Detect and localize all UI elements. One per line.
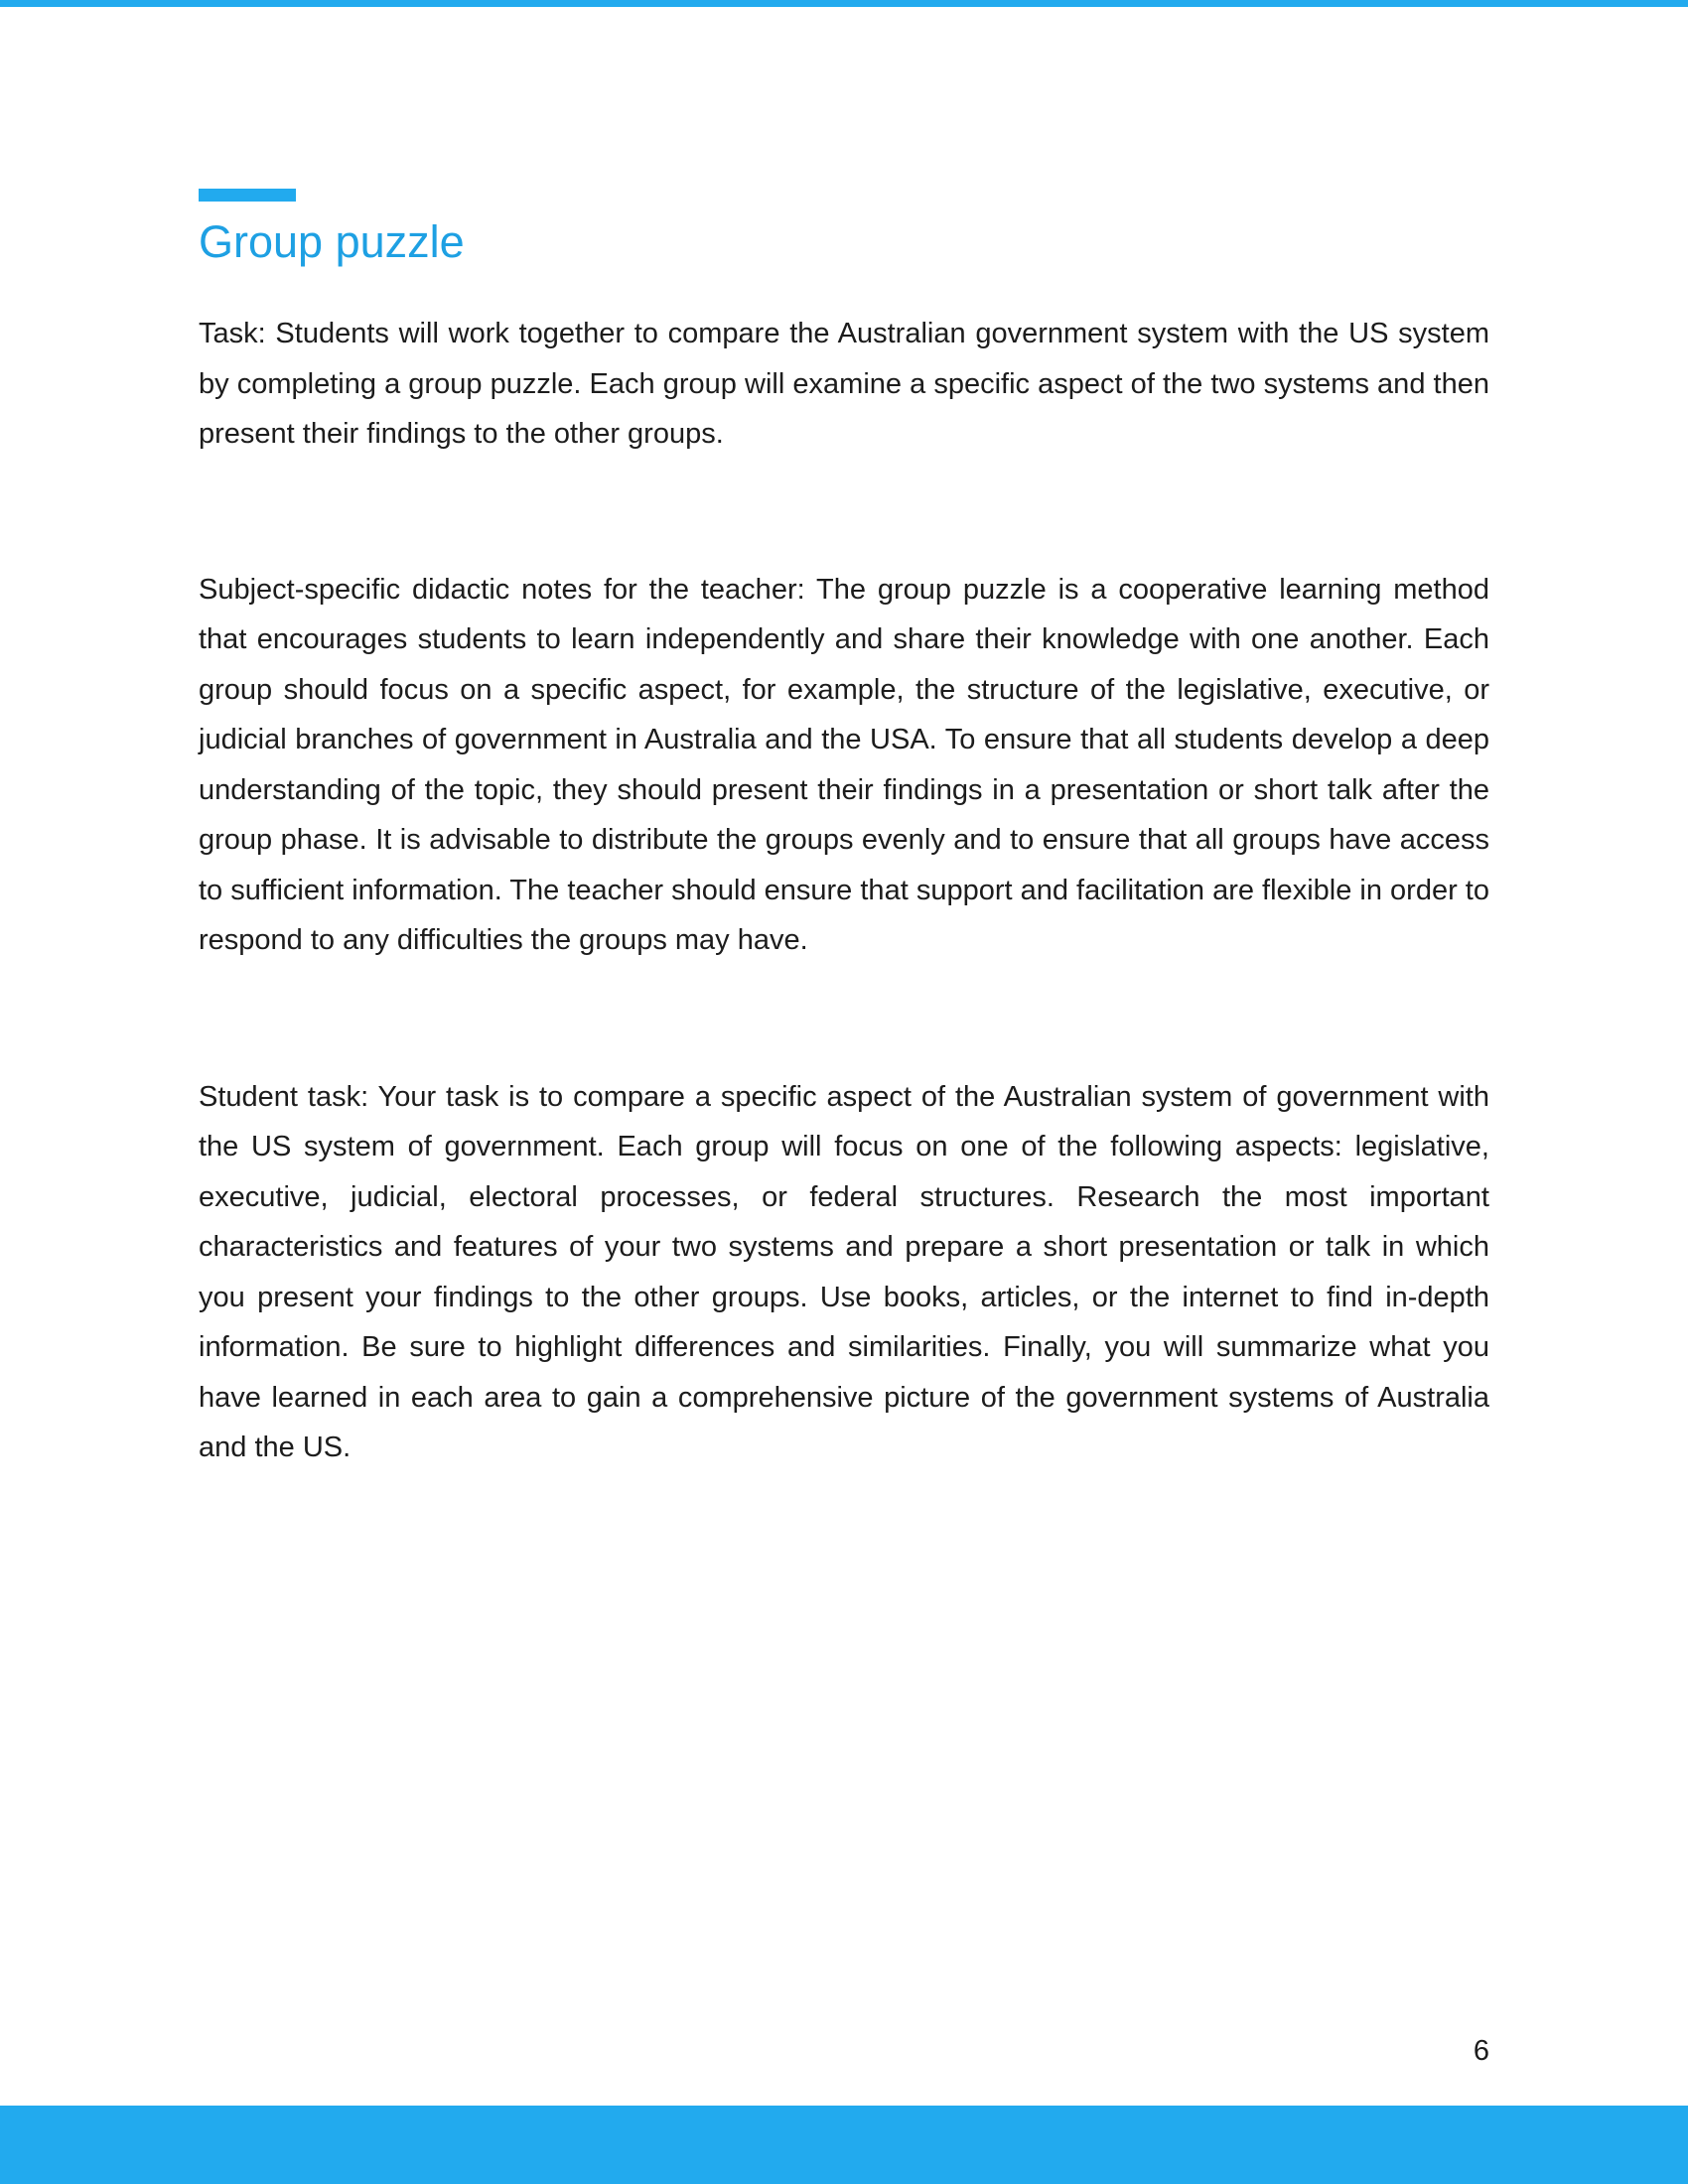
page-content bbox=[199, 189, 1489, 1473]
top-accent-rule bbox=[0, 0, 1688, 7]
footer-band bbox=[0, 2106, 1688, 2184]
student-task-paragraph: Student task: Your task is to compare a specific aspect of the Australian system of government with the US system of government. Each group will focus on one of the following aspects: legislative, executive, judicial, electoral processes, or federal structures. Research the most important characteristics and features of your two systems and prepare a short presentation or talk in which you present your findings to the other groups. Use books, articles, or the internet to find in-depth information. Be sure to highlight differences and similarities. Finally, you will summarize what you have learned in each area to gain a comprehensive picture of the government systems of Australia and the US. bbox=[199, 1080, 1489, 1463]
page-number: 6 bbox=[1473, 2035, 1489, 2067]
task-paragraph: Task: Students will work together to compare the Australian government system with the US system by completing a group puzzle. Each group will examine a specific aspect of the two systems and then present their findings to the other groups. bbox=[199, 318, 1489, 450]
teacher-notes-paragraph: Subject-specific didactic notes for the teacher: The group puzzle is a cooperative learning method that encourages students to learn independently and share their knowledge with one another. Each group should focus on a specific aspect, for example, the structure of the legislative, executive, or judicial branches of government in Australia and the USA. To ensure that all students develop a deep understanding of the topic, they should present their findings in a presentation or short talk after the group phase. It is advisable to distribute the groups evenly and to ensure that all groups have access to sufficient information. The teacher should ensure that support and facilitation are flexible in order to respond to any difficulties the groups may have. bbox=[199, 573, 1489, 956]
page-title: Group puzzle bbox=[199, 216, 465, 267]
heading-accent-bar bbox=[199, 189, 296, 202]
